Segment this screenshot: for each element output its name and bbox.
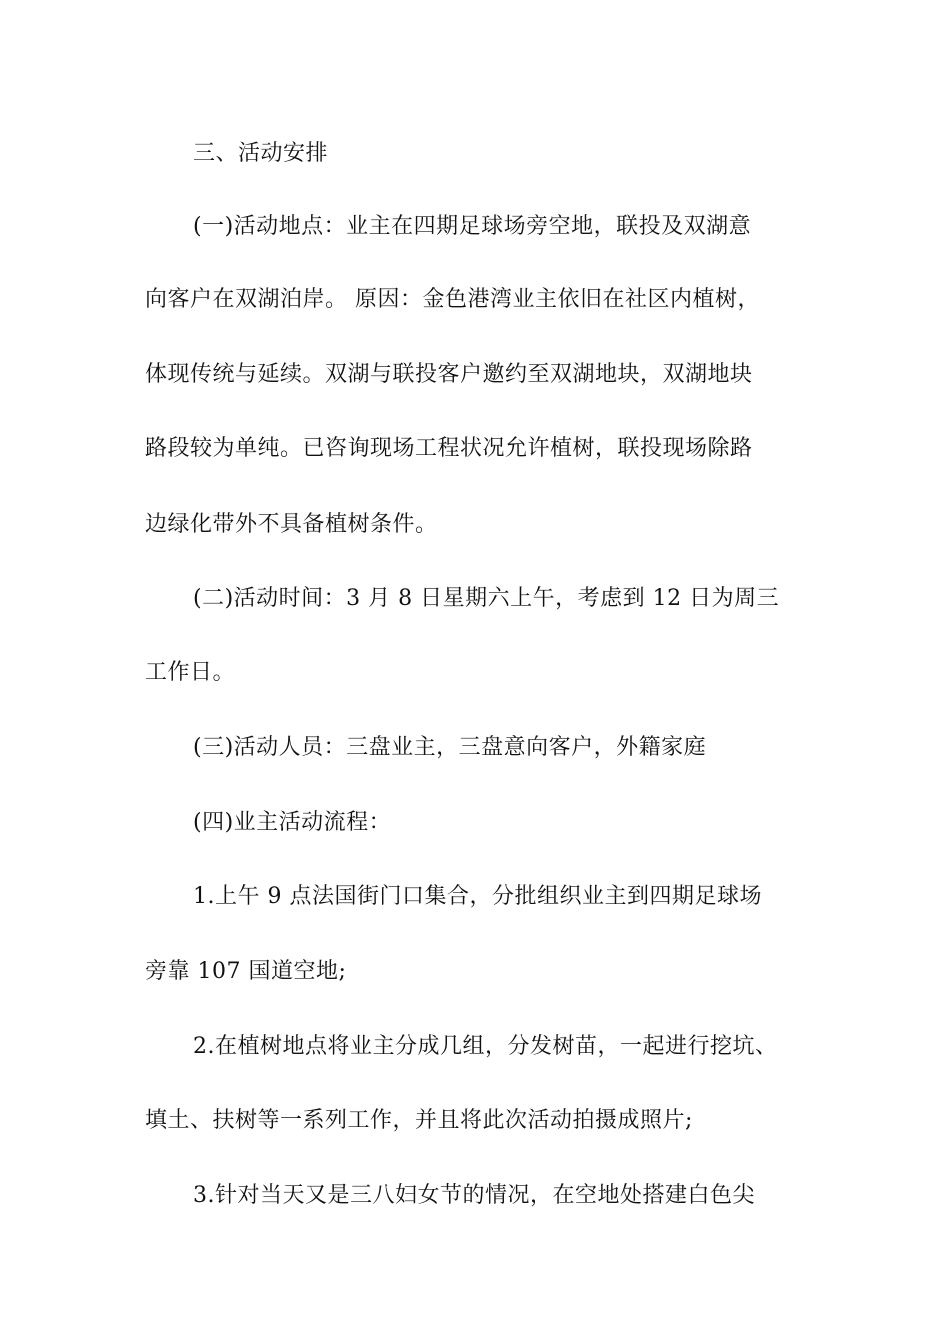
paragraph-line: (三)活动人员：三盘业主，三盘意向客户，外籍家庭 [193,735,707,760]
paragraph-line: 体现传统与延续。双湖与联投客户邀约至双湖地块，双湖地块 [145,362,753,387]
paragraph-line: 旁靠 107 国道空地; [145,959,347,984]
paragraph-line: 路段较为单纯。已咨询现场工程状况允许植树，联投现场除路 [145,436,753,461]
paragraph-line: (四)业主活动流程： [193,810,392,835]
paragraph-line: 3.针对当天又是三八妇女节的情况，在空地处搭建白色尖 [193,1183,755,1208]
paragraph-line: 1.上午 9 点法国街门口集合，分批组织业主到四期足球场 [193,884,762,909]
paragraph-line: (二)活动时间：3 月 8 日星期六上午，考虑到 12 日为周三 [193,586,780,611]
paragraph-line: (一)活动地点：业主在四期足球场旁空地，联投及双湖意 [193,214,752,239]
paragraph-line: 边绿化带外不具备植树条件。 [145,512,438,537]
paragraph-line: 工作日。 [145,660,236,685]
paragraph-line: 填土、扶树等一系列工作，并且将此次活动拍摄成照片; [145,1108,693,1133]
paragraph-line: 2.在植树地点将业主分成几组，分发树苗，一起进行挖坑、 [193,1034,778,1059]
paragraph-line: 向客户在双湖泊岸。 原因：金色港湾业主依旧在社区内植树， [145,287,760,312]
section-heading: 三、活动安排 [193,141,329,166]
